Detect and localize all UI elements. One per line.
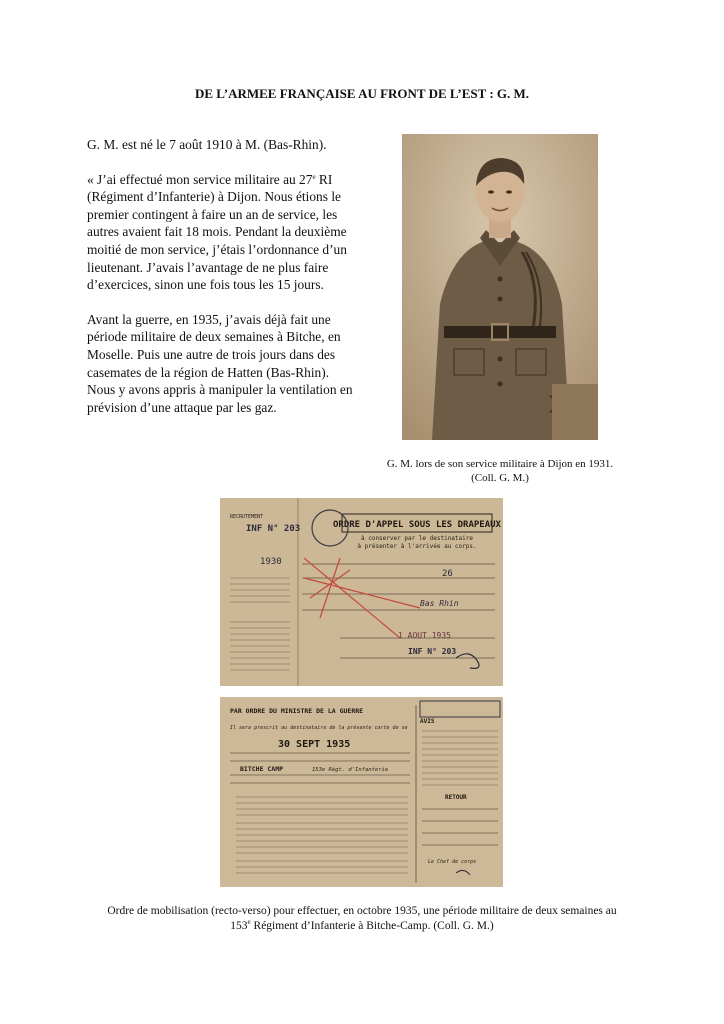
recto-field-26: 26 bbox=[442, 569, 453, 579]
document-caption-rest: Régiment d’Infanterie à Bitche-Camp. (Coll. G. M.) bbox=[250, 920, 494, 932]
article-text bbox=[87, 136, 357, 433]
page-title: DE L’ARMEE FRANÇAISE AU FRONT DE L’EST : G. M. bbox=[194, 86, 530, 101]
verso-header: PAR ORDRE DU MINISTRE DE LA GUERRE bbox=[230, 707, 364, 715]
recto-subheader2: à présenter à l'arrivée au corps. bbox=[357, 543, 477, 550]
soldier-portrait-illustration bbox=[402, 134, 598, 440]
verso-line1: Il sera prescrit au destinataire de la présente carte de se bbox=[230, 725, 408, 731]
photo-caption bbox=[360, 457, 640, 485]
recto-subheader1: à conserver par le destinataire bbox=[361, 535, 473, 542]
verso-side-title: AVIS bbox=[420, 718, 435, 725]
verso-signature: Le Chef de corps bbox=[428, 859, 477, 865]
recto-stamp-number: INF N° 203 bbox=[246, 524, 301, 534]
document-caption bbox=[70, 904, 654, 934]
recto-stamp-number2: INF N° 203 bbox=[408, 647, 457, 656]
paragraph-service-start: « J’ai effectué mon service militaire au 27 bbox=[87, 171, 313, 187]
paragraph-1935: Avant la guerre, en 1935, j’avais déjà fait une période militaire de deux semaines à Bitche, en Moselle. Puis une autre de trois jours dans des casemates de la région de Hatten (Bas-Rhin). Nous y avons appris à manipuler la ventilation en prévision d’une attaque par les gaz. bbox=[87, 311, 353, 415]
mobilisation-order-verso bbox=[220, 697, 503, 887]
paragraph-birth: G. M. est né le 7 août 1910 à M. (Bas-Rhin). bbox=[87, 137, 327, 152]
paragraph-service bbox=[87, 171, 357, 294]
recto-header: ORDRE D'APPEL SOUS LES DRAPEAUX bbox=[333, 520, 501, 530]
verso-document-illustration bbox=[220, 697, 503, 887]
photo-caption-line2: (Coll. G. M.) bbox=[471, 472, 529, 484]
recto-field-region: Bas Rhin bbox=[420, 599, 459, 608]
document-caption-superscript: e bbox=[247, 918, 251, 926]
verso-retour: RETOUR bbox=[445, 794, 467, 801]
recto-left-label: RECRUTEMENT bbox=[230, 514, 264, 520]
soldier-photo bbox=[402, 134, 598, 440]
superscript-e: e bbox=[312, 172, 316, 181]
recto-field-year: 1930 bbox=[260, 557, 282, 567]
document-caption-line2 bbox=[70, 919, 654, 934]
document-caption-line1: Ordre de mobilisation (recto-verso) pour effectuer, en octobre 1935, une période militaire de deux semaines au bbox=[107, 905, 617, 917]
paragraph-service-rest: RI (Régiment d’Infanterie) à Dijon. Nous étions le premier contingent à faire un an de service, les autres avaient fait 18 mois. Pendant la deuxième moitié de mon service, j’étais l’ordonnance d’un lieutenant. J’avais l’avantage de ne plus faire d’exercices, sinon une fois tous les 15 jours. bbox=[87, 171, 347, 293]
document-caption-number: 153 bbox=[230, 920, 248, 932]
verso-regiment: 153e Régt. d'Infanterie bbox=[312, 767, 389, 773]
recto-stamp-date: 1 AOUT 1935 bbox=[398, 631, 451, 640]
mobilisation-order-recto bbox=[220, 498, 503, 686]
verso-place: BITCHE CAMP bbox=[240, 765, 284, 773]
recto-document-illustration bbox=[220, 498, 503, 686]
photo-caption-line1: G. M. lors de son service militaire à Dijon en 1931. bbox=[386, 458, 614, 470]
verso-date-stamp: 30 SEPT 1935 bbox=[278, 739, 351, 750]
